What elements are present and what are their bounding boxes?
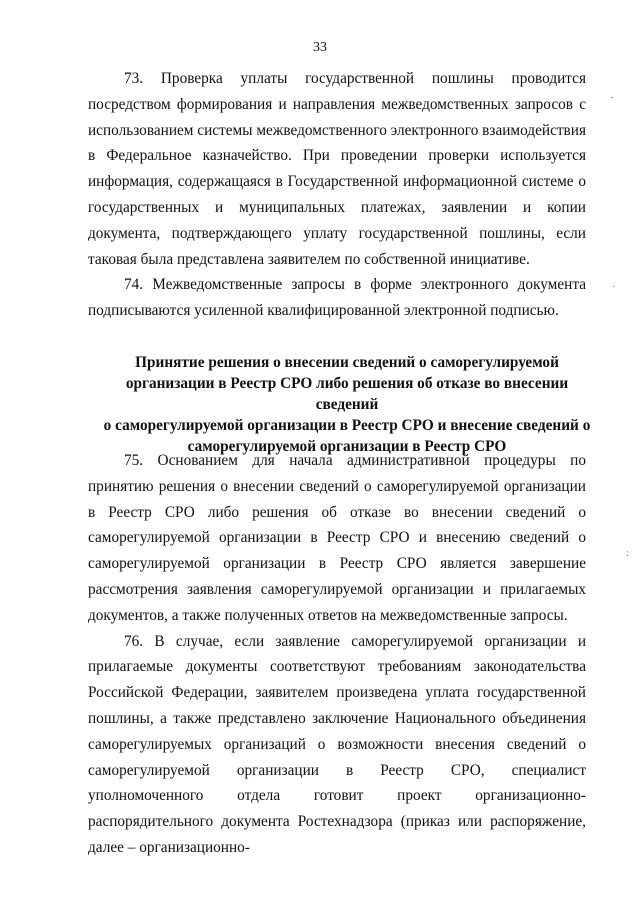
section-heading: [98, 352, 596, 457]
heading-line-4: саморегулируемой организации в Реестр СРО: [187, 438, 507, 455]
paragraph-75: 75. Основанием для начала административной процедуры по принятию решения о внесении сведений о саморегулируемой организации в Реестр СРО либо решения об отказе во внесении сведений о саморегулируемой организации в Реестр СРО и внесению сведений о саморегулируемой организации в Реестр СРО является завершение рассмотрения заявления саморегулируемой организации и прилагаемых документов, а также полученных ответов на межведомственные запросы.: [88, 452, 586, 624]
paragraph-74: 74. Межведомственные запросы в форме электронного документа подписываются усиленной квалифицированной электронной подписью.: [88, 276, 586, 320]
page-number: 33: [313, 40, 327, 55]
scan-mark: ·: [612, 282, 616, 293]
text-block-top: [88, 66, 586, 324]
paragraph-73: 73. Проверка уплаты государственной пошлины проводится посредством формирования и направления межведомственных запросов с использованием системы межведомственного электронного взаимодействия в Федеральное казначейство. При проведении проверки используется информация, содержащаяся в Государственной информационной системе о государственных и муниципальных платежах, заявлении и копии документа, подтверждающего уплату государственной пошлины, если таковая была представлена заявителем по собственной инициативе.: [88, 70, 586, 268]
heading-line-1: Принятие решения о внесении сведений о саморегулируемой: [135, 354, 559, 371]
paragraph-76: 76. В случае, если заявление саморегулируемой организации и прилагаемые документы соответствуют требованиям законодательства Российской Федерации, заявителем произведена уплата государственной пошлины, а также представлено заключение Национального объединения саморегулируемых организаций о возможности внесения сведений о саморегулируемой организации в Реестр СРО, специалист уполномоченного отдела готовит проект организационно-распорядительного документа Ростехнадзора (приказ или распоряжение, далее – организационно-: [88, 632, 586, 856]
scan-mark: ˇ: [610, 96, 614, 107]
scan-mark: :: [626, 548, 629, 559]
heading-line-2: организации в Реестр СРО либо решения об отказе во внесении сведений: [125, 375, 569, 413]
heading-line-3: о саморегулируемой организации в Реестр СРО и внесение сведений о: [103, 417, 591, 434]
text-block-bottom: [88, 448, 586, 861]
